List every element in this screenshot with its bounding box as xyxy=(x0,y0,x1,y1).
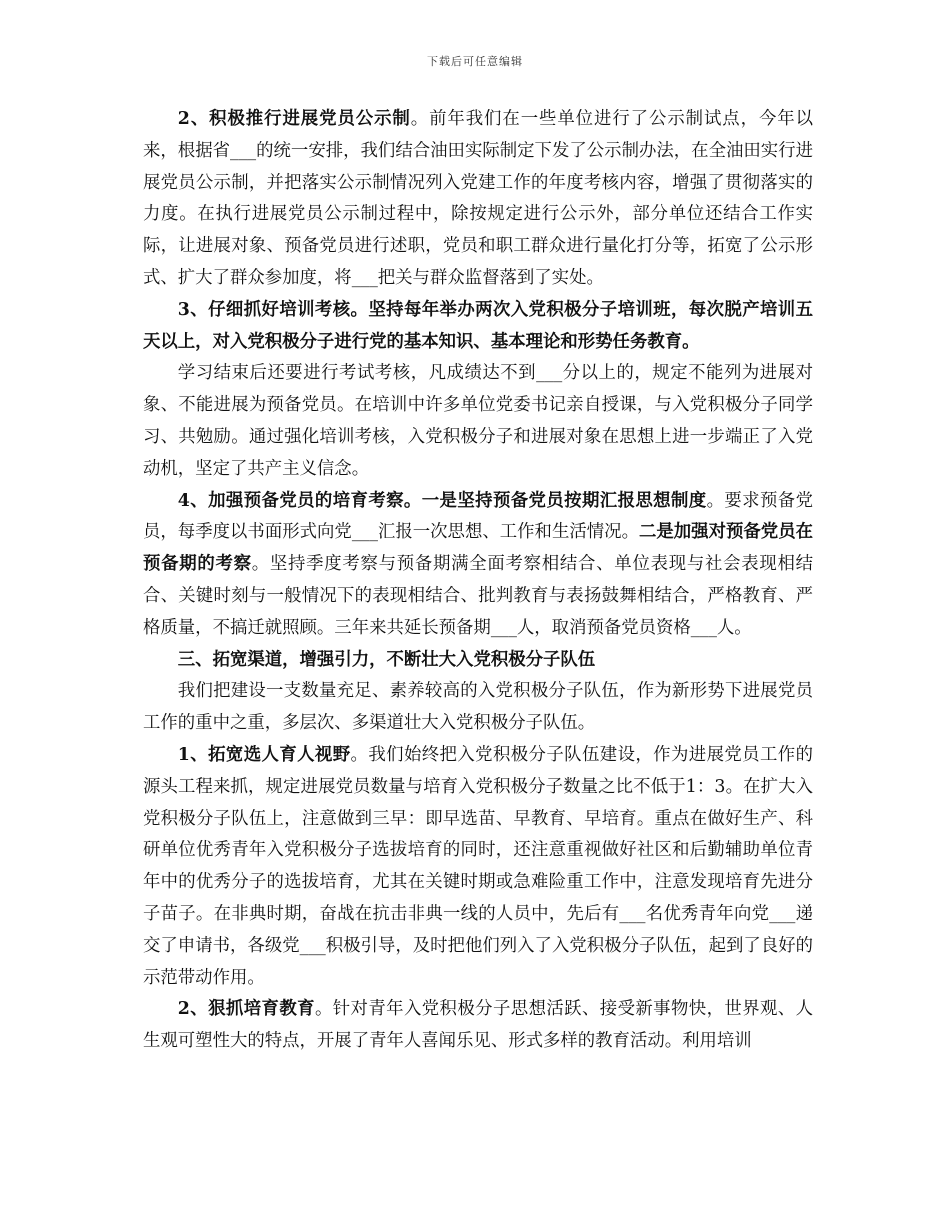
subheading-probation-review: 二是加强对预备党员在预备期的考察 xyxy=(143,522,813,575)
body-text: 。要求预备党员，每季度以书面形式向党___汇报一次思想、工作和生活情况。 xyxy=(143,490,813,543)
heading-training-assessment: 3、仔细抓好培训考核。坚持每年举办两次入党积极分子培训班，每次脱产培训五天以上，对入党积极分子进行党的基本知识、基本理论和形势任务教育。 xyxy=(143,299,813,352)
heading-cultivation-education: 2、狠抓培育教育 xyxy=(177,999,315,1020)
body-text: 。针对青年入党积极分子思想活跃、接受新事物快，世界观、人生观可塑性大的特点，开展了青年人喜闻乐见、形式多样的教育活动。利用培训 xyxy=(143,999,813,1052)
section-title: 三、拓宽渠道，增强引力，不断壮大入党积极分子队伍 xyxy=(177,649,596,670)
paragraph-cultivation-education xyxy=(143,994,813,1058)
paragraph-intro-section-three xyxy=(143,676,813,740)
document-body xyxy=(143,104,813,1058)
body-text: 学习结束后还要进行考试考核，凡成绩达不到___分以上的，规定不能列为进展对象、不能进展为预备党员。在培训中许多单位党委书记亲自授课，与入党积极分子同学习、共勉励。通过强化培训考核，入党积极分子和进展对象在思想上进一步端正了入党动机，坚定了共产主义信念。 xyxy=(143,363,813,479)
heading-party-publicity: 2、积极推行进展党员公示制 xyxy=(177,109,411,129)
paragraph-party-publicity xyxy=(143,104,813,295)
paragraph-exam xyxy=(143,358,813,485)
body-text: 。前年我们在一些单位进行了公示制试点，今年以来，根据省___的统一安排，我们结合油田实际制定下发了公示制办法，在全油田实行进展党员公示制，并把落实公示制情况列入党建工作的年度考核内容，增强了贯彻落实的力度。在执行进展党员公示制过程中，除按规定进行公示外，部分单位还结合工作实际，让进展对象、预备党员进行述职，党员和职工群众进行量化打分等，拓宽了公示形式、扩大了群众参加度，将___把关与群众监督落到了实处。 xyxy=(143,109,813,288)
paragraph-probationary xyxy=(143,486,813,645)
heading-broaden-vision: 1、拓宽选人育人视野 xyxy=(177,744,351,765)
paragraph-broaden-vision xyxy=(143,740,813,994)
body-text: 。我们始终把入党积极分子队伍建设，作为进展党员工作的源头工程来抓，规定进展党员数量与培育入党积极分子数量之比不低于1：3。在扩大入党积极分子队伍上，注意做到三早：即早选苗、早教育、早培育。重点在做好生产、科研单位优秀青年入党积极分子选拔培育的同时，还注意重视做好社区和后勤辅助单位青年中的优秀分子的选拔培育，尤其在关键时期或急难险重工作中，注意发现培育先进分子苗子。在非典时期，奋战在抗击非典一线的人员中，先后有___名优秀青年向党___递交了申请书，各级党___积极引导，及时把他们列入了入党积极分子队伍，起到了良好的示范带动作用。 xyxy=(143,744,813,988)
page-header: 下载后可任意编辑 xyxy=(427,55,523,68)
body-text: 。坚持季度考察与预备期满全面考察相结合、单位表现与社会表现相结合、关键时刻与一般情况下的表现相结合、批判教育与表扬鼓舞相结合，严格教育、严格质量，不搞迁就照顾。三年来共延长预备期___人，取消预备党员资格___人。 xyxy=(143,554,813,638)
paragraph-training-assessment xyxy=(143,295,813,359)
heading-probationary: 4、加强预备党员的培育考察。一是坚持预备党员按期汇报思想制度 xyxy=(177,490,707,511)
section-heading-three xyxy=(143,645,813,677)
body-text: 我们把建设一支数量充足、素养较高的入党积极分子队伍，作为新形势下进展党员工作的重中之重，多层次、多渠道壮大入党积极分子队伍。 xyxy=(143,681,813,734)
